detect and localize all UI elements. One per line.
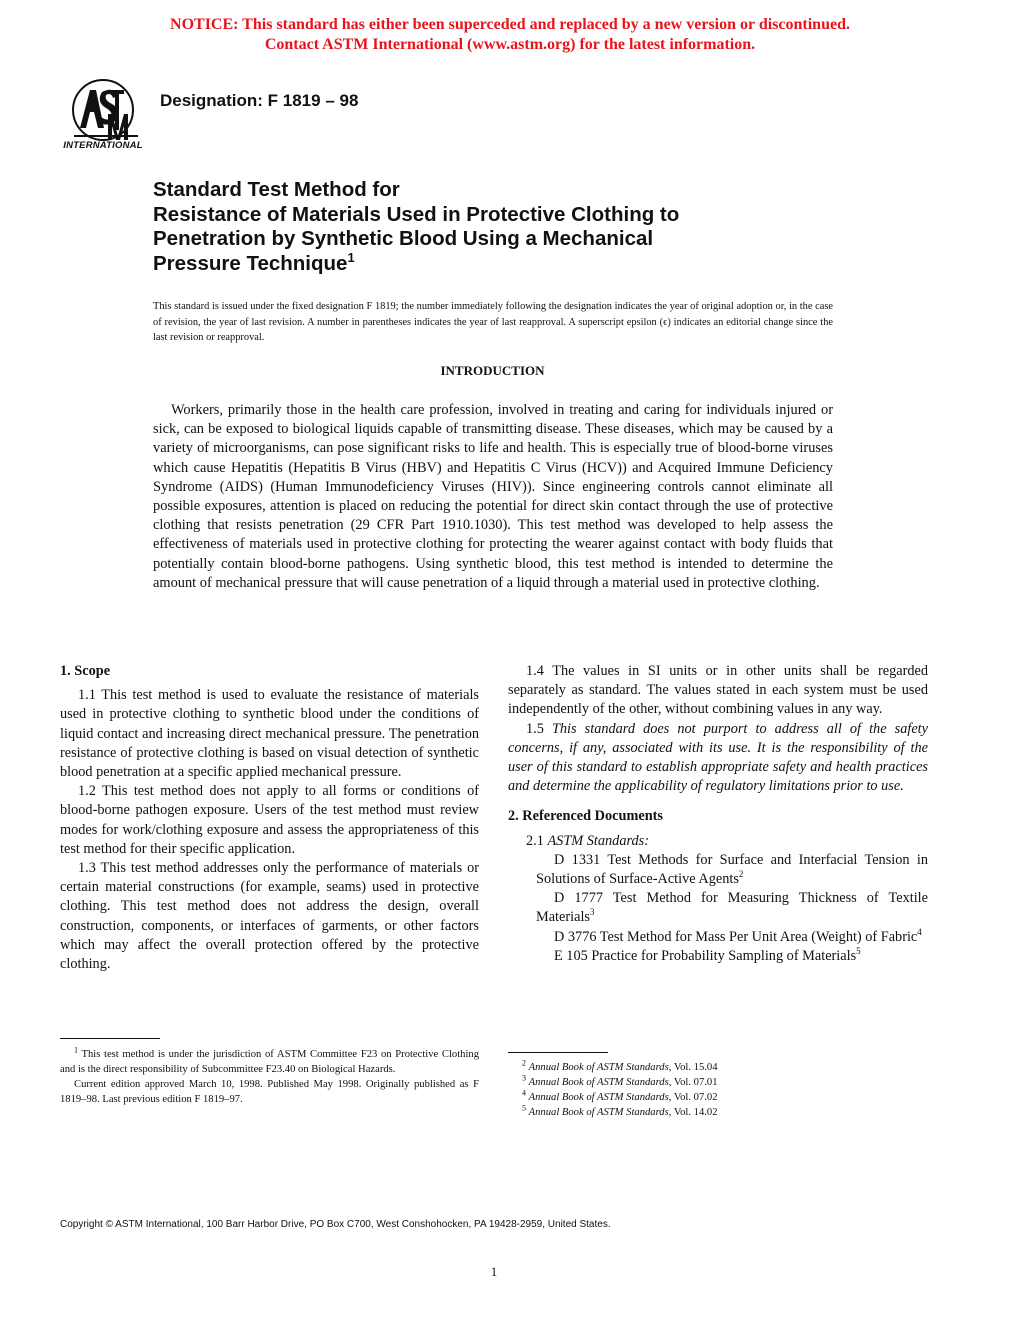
reference-item — [508, 851, 928, 889]
introduction-heading: INTRODUCTION — [440, 363, 545, 378]
scope-para-1-5-num: 1.5 — [526, 720, 552, 737]
title-line-2: Resistance of Materials Used in Protective Clothing to — [153, 202, 680, 226]
astm-logo-icon — [60, 78, 146, 154]
footnote-book: Annual Book of ASTM Standards — [528, 1077, 669, 1088]
scope-para-1-1: 1.1 This test method is used to evaluate the resistance of materials used in protective clothing to synthetic blood under the conditions of liquid contact and increasing direct mechanical pressure. The penetration resistance of protective clothing is based on visual detection of synthetic blood penetration at a specific applied mechanical pressure. — [60, 687, 479, 781]
scope-para-1-3: 1.3 This test method addresses only the performance of materials or certain material constructions (for example, seams) used in protective clothing. This test method does not address the design, overall construction, components, or interfaces of garments, or other factors which may affect the overall protection offered by the protective clothing. — [60, 860, 479, 973]
title-line-3: Penetration by Synthetic Blood Using a Mechanical — [153, 227, 654, 250]
footnote-book: Annual Book of ASTM Standards — [528, 1092, 669, 1103]
right-column — [508, 662, 928, 966]
reference-mark: 5 — [856, 946, 861, 957]
logo-label: INTERNATIONAL — [63, 140, 143, 151]
reference-item — [508, 889, 928, 927]
footnote-item — [508, 1060, 928, 1075]
title-line-1: Standard Test Method for — [153, 178, 400, 201]
notice-line-1: NOTICE: This standard has either been superceded and replaced by a new version or discontinued. — [170, 16, 850, 33]
footnote-volume: , Vol. 07.02 — [668, 1092, 718, 1103]
reference-mark: 3 — [590, 907, 595, 918]
astm-standards-subheading — [508, 832, 928, 851]
reference-item — [508, 947, 928, 966]
footnote-1-edition: Current edition approved March 10, 1998. Published May 1998. Originally published as F 1819–98. Last previous edition F 1819–97. — [60, 1079, 479, 1105]
footnote-mark: 4 — [522, 1088, 526, 1098]
title-footnote-mark: 1 — [347, 249, 355, 265]
introduction-body — [153, 401, 833, 593]
issued-note: This standard is issued under the fixed designation F 1819; the number immediately following the designation indicates the year of original adoption or, in the case of revision, the year of last revision. A number in parentheses indicates the year of last reapproval. A superscript epsilon (ϵ) indicates an editorial change since the last revision or reapproval. — [153, 301, 833, 343]
footnotes-right — [508, 1060, 928, 1120]
reference-text: E 105 Practice for Probability Sampling of Materials — [554, 947, 857, 964]
footnote-item — [508, 1090, 928, 1105]
scope-para-1-5 — [508, 720, 928, 797]
supersede-notice — [0, 15, 1020, 55]
footnote-1-mark: 1 — [74, 1045, 78, 1055]
page-number: 1 — [490, 1264, 498, 1279]
footnote-item — [508, 1075, 928, 1090]
footnote-rule-right — [508, 1052, 608, 1053]
footnote-mark: 2 — [522, 1058, 526, 1068]
footnote-volume: , Vol. 14.02 — [668, 1107, 718, 1118]
reference-mark: 4 — [917, 926, 922, 937]
footnote-mark: 3 — [522, 1073, 526, 1083]
copyright-line: Copyright © ASTM International, 100 Barr Harbor Drive, PO Box C700, West Conshohocken, PA 19428-2959, United States. — [60, 1219, 611, 1230]
scope-para-1-5-text: This standard does not purport to address all of the safety concerns, if any, associated with its use. It is the responsibility of the user of this standard to establish appropriate safety and health practices and determine the applicability of regulatory limitations prior to use. — [508, 720, 928, 795]
scope-para-1-2: 1.2 This test method does not apply to all forms or conditions of blood-borne pathogen exposure. Users of the test method must review modes for work/clothing exposure and assess the appropriateness of this test method for their specific application. — [60, 783, 479, 857]
astm-standards-num: 2.1 — [526, 832, 548, 849]
footnote-book: Annual Book of ASTM Standards — [528, 1107, 669, 1118]
introduction-text: Workers, primarily those in the health care profession, involved in treating and caring for individuals injured or sick, can be exposed to biological liquids capable of transmitting disease. These diseases, which may be caused by a variety of microorganisms, can pose significant risks to life and health. This is especially true of blood-borne viruses which cause Hepatitis (Hepatitis B Virus (HBV) and Hepatitis C Virus (HCV)) and Acquired Immune Deficiency Syndrome (AIDS) (Human Immunodeficiency Viruses (HIV)). Since engineering controls cannot eliminate all possible exposures, attention is placed on reducing the potential for direct skin contact through the use of protective clothing that resists penetration (29 CFR Part 1910.1030). This test method was developed to help assess the effectiveness of materials used in protective clothing for protecting the wearer against contact with body fluids that potentially contain blood-borne pathogens. Using synthetic blood, this test method is intended to determine the amount of mechanical pressure that will cause penetration of a liquid through a material used in protective clothing. — [153, 402, 833, 591]
footnote-mark: 5 — [522, 1103, 526, 1113]
referenced-documents-heading: 2. Referenced Documents — [508, 808, 663, 825]
footnote-1: This test method is under the jurisdiction of ASTM Committee F23 on Protective Clothing and is the direct responsibility of Subcommittee F23.40 on Biological Hazards. — [60, 1049, 479, 1075]
reference-item — [508, 928, 928, 947]
title-line-4: Pressure Technique — [153, 251, 348, 275]
footnote-volume: , Vol. 07.01 — [668, 1077, 718, 1088]
footnote-book: Annual Book of ASTM Standards — [528, 1062, 669, 1073]
footnotes-left — [60, 1047, 479, 1107]
astm-standards-label: ASTM Standards: — [547, 832, 649, 849]
reference-text: D 3776 Test Method for Mass Per Unit Area (Weight) of Fabric — [554, 928, 918, 945]
footnote-item — [508, 1105, 928, 1120]
reference-mark: 2 — [738, 869, 744, 880]
footnote-rule-left — [60, 1038, 160, 1039]
scope-para-1-4: 1.4 The values in SI units or in other units shall be regarded separately as standard. The values stated in each system must be used independently of the other, without combining values in any way. — [508, 663, 928, 718]
scope-heading: 1. Scope — [60, 663, 111, 679]
footnote-volume: , Vol. 15.04 — [668, 1062, 718, 1073]
left-column — [60, 662, 479, 974]
document-title — [153, 178, 853, 276]
reference-text: D 1777 Test Method for Measuring Thickness of Textile Materials — [536, 890, 928, 926]
designation: Designation: F 1819 – 98 — [160, 91, 359, 110]
reference-text: D 1331 Test Methods for Surface and Interfacial Tension in Solutions of Surface-Active Agents — [536, 851, 928, 888]
notice-line-2: Contact ASTM International (www.astm.org) for the latest information. — [264, 36, 756, 53]
